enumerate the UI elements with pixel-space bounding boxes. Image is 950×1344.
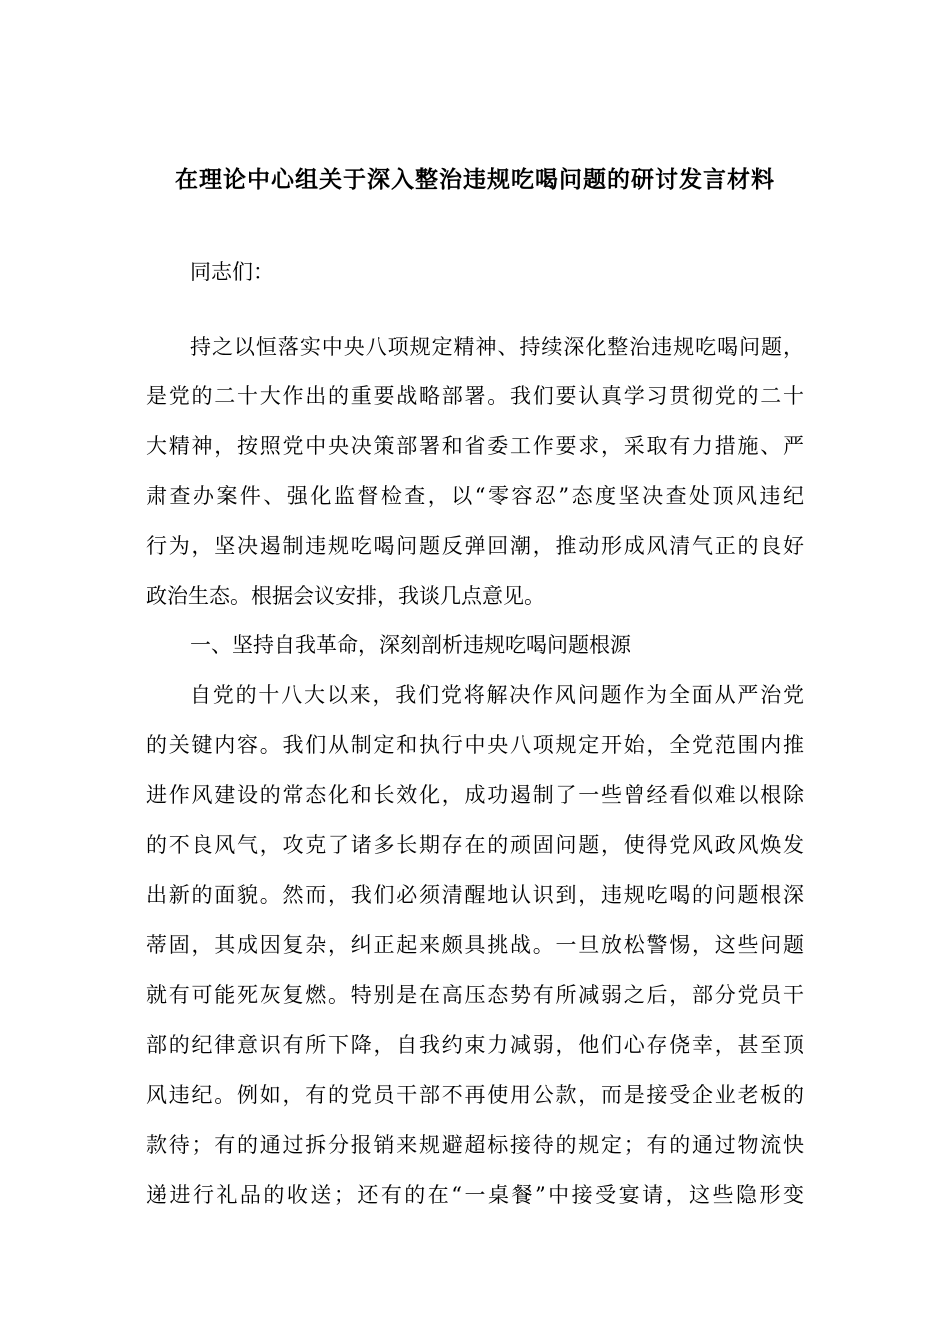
paragraph-line: 的不良风气，攻克了诸多长期存在的顽固问题，使得党风政风焕发 [146, 833, 804, 857]
paragraph-line: 蒂固，其成因复杂，纠正起来颇具挑战。一旦放松警惕，这些问题 [146, 933, 804, 957]
paragraph-line: 自党的十八大以来，我们党将解决作风问题作为全面从严治党 [190, 683, 804, 707]
paragraph-line: 进作风建设的常态化和长效化，成功遏制了一些曾经看似难以根除 [146, 783, 804, 807]
paragraph-line: 出新的面貌。然而，我们必须清醒地认识到，违规吃喝的问题根深 [146, 883, 804, 907]
paragraph-line: 就有可能死灰复燃。特别是在高压态势有所减弱之后，部分党员干 [146, 983, 804, 1007]
paragraph-line: 大精神，按照党中央决策部署和省委工作要求，采取有力措施、严 [146, 434, 804, 458]
paragraph-line: 是党的二十大作出的重要战略部署。我们要认真学习贯彻党的二十 [146, 384, 804, 408]
document-title: 在理论中心组关于深入整治违规吃喝问题的研讨发言材料 [175, 166, 775, 193]
paragraph-line: 政治生态。根据会议安排，我谈几点意见。 [146, 584, 545, 608]
salutation: 同志们： [190, 260, 274, 284]
paragraph-line: 递进行礼品的收送；还有的在“一桌餐”中接受宴请，这些隐形变 [146, 1183, 804, 1207]
paragraph-line: 行为，坚决遏制违规吃喝问题反弹回潮，推动形成风清气正的良好 [146, 534, 804, 558]
paragraph-line: 肃查办案件、强化监督检查，以“零容忍”态度坚决查处顶风违纪 [146, 484, 804, 508]
paragraph-line: 款待；有的通过拆分报销来规避超标接待的规定；有的通过物流快 [146, 1133, 804, 1157]
paragraph-line: 持之以恒落实中央八项规定精神、持续深化整治违规吃喝问题， [190, 335, 804, 359]
paragraph-line: 的关键内容。我们从制定和执行中央八项规定开始，全党范围内推 [146, 733, 804, 757]
section-heading: 一、坚持自我革命，深刻剖析违规吃喝问题根源 [190, 633, 631, 657]
paragraph-line: 风违纪。例如，有的党员干部不再使用公款，而是接受企业老板的 [146, 1083, 804, 1107]
paragraph-line: 部的纪律意识有所下降，自我约束力减弱，他们心存侥幸，甚至顶 [146, 1033, 804, 1057]
